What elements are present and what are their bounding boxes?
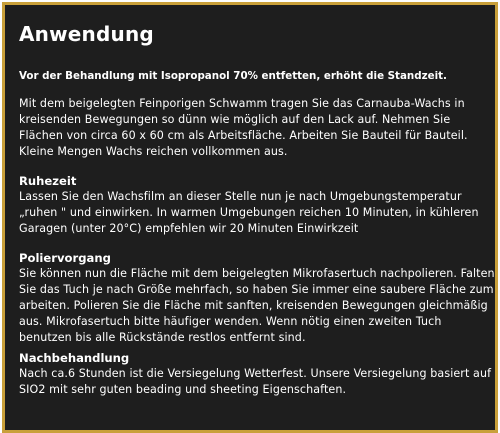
instruction-panel xyxy=(2,2,498,433)
page-title: Anwendung xyxy=(19,22,154,46)
text-ruhezeit: Lassen Sie den Wachsfilm an dieser Stelle nun je nach Umgebungstemperatur „ruhen " und einwirken. In warmen Umgebungen reichen 10 Minuten, in kühleren Garagen (unter 20°C) empfehlen wir 20 Minuten Einwirkzeit xyxy=(19,190,479,235)
heading-nachbehandlung: Nachbehandlung xyxy=(19,351,130,365)
heading-poliervorgang: Poliervorgang xyxy=(19,251,111,265)
text-poliervorgang: Sie können nun die Fläche mit dem beigelegten Mikrofasertuch nachpolieren. Falten Sie das Tuch je nach Größe mehrfach, so haben Sie immer eine saubere Fläche zum arbeiten. Polieren Sie die Fläche mit sanften, kreisenden Bewegungen gleichmäßig aus. Mikrofasertuch bitte häufiger wenden. Wenn nötig einen zweiten Tuch benutzen bis alle Rückstände restlos entfernt sind. xyxy=(19,267,495,344)
text-nachbehandlung: Nach ca.6 Stunden ist die Versiegelung Wetterfest. Unsere Versiegelung basiert auf SIO2 mit sehr guten beading und sheeting Eigenschaften. xyxy=(19,367,492,396)
heading-ruhezeit: Ruhezeit xyxy=(19,174,77,188)
application-paragraph: Mit dem beigelegten Feinporigen Schwamm tragen Sie das Carnauba-Wachs in kreisenden Bewegungen so dünn wie möglich auf den Lack auf. Nehmen Sie Flächen von circa 60 x 60 cm als Arbeitsfläche. Arbeiten Sie Bauteil für Bauteil. Kleine Mengen Wachs reichen vollkommen aus. xyxy=(19,97,468,158)
intro-note: Vor der Behandlung mit Isopropanol 70% entfetten, erhöht die Standzeit. xyxy=(19,70,447,82)
